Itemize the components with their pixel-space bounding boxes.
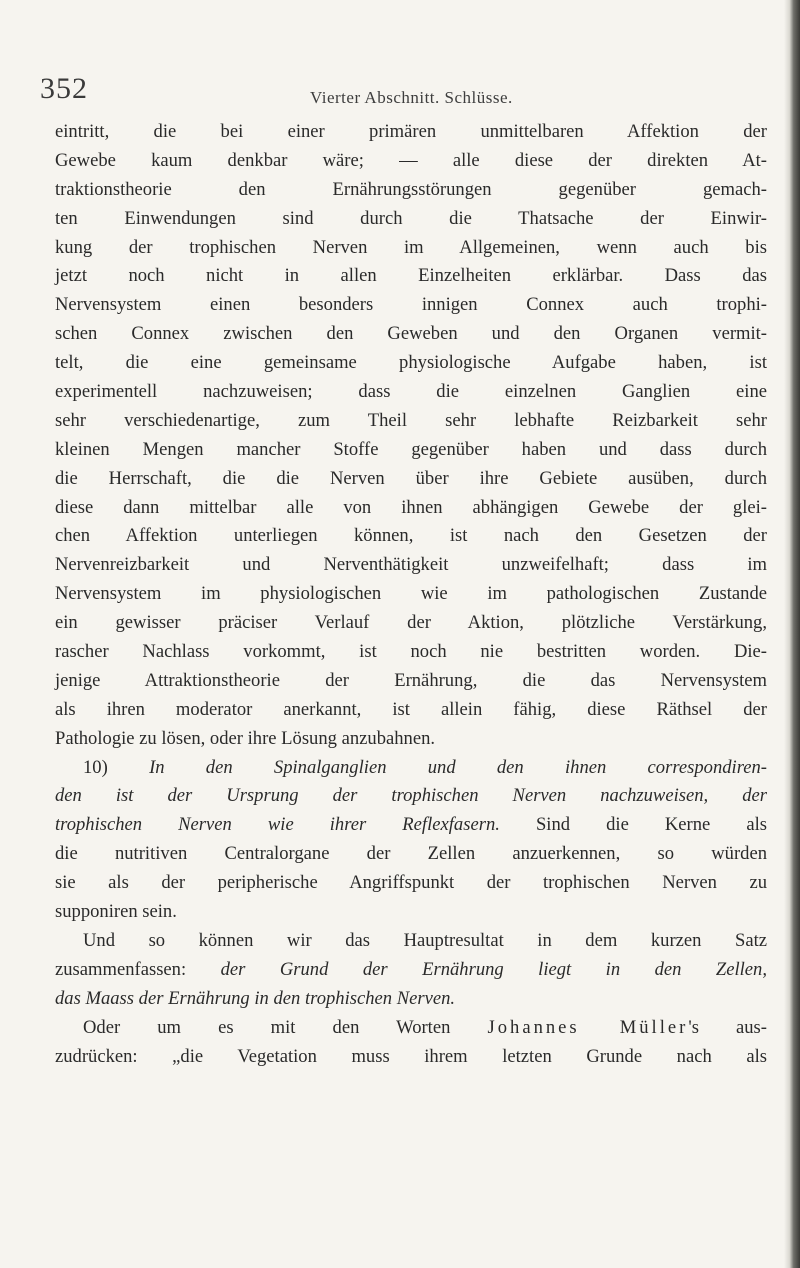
text-line: eintritt, die bei einer primären unmittelbaren Affektion der (55, 121, 767, 142)
text-fragment: zusammenfassen: (55, 958, 221, 980)
text-fragment: 's aus- (688, 1016, 767, 1038)
italic-conclusion: der Grund der Ernährung liegt in den Zellen, (220, 958, 767, 980)
italic-conclusion: das Maass der Ernährung in den trophischen Nerven. (55, 987, 456, 1009)
italic-thesis: In den Spinalganglien und den ihnen correspondiren- (149, 756, 768, 778)
text-line: Gewebe kaum denkbar wäre; — alle diese der direkten At- (55, 149, 767, 171)
text-line: die Herrschaft, die die Nerven über ihre Gebiete ausüben, durch (55, 467, 767, 489)
text-fragment: Sind die Kerne als (499, 814, 767, 836)
author-name: Johannes Müller (487, 1016, 689, 1038)
italic-thesis: trophischen Nerven wie ihrer Reflexfasern. (55, 814, 500, 836)
page-number: 352 (40, 72, 88, 105)
text-line: experimentell nachzuweisen; dass die einzelnen Ganglien eine (55, 381, 767, 403)
section-10-line: supponiren sein. (55, 901, 177, 923)
text-line: Pathologie zu lösen, oder ihre Lösung anzubahnen. (55, 727, 436, 749)
text-line: jenige Attraktionstheorie der Ernährung, die das Nervensystem (55, 669, 767, 691)
section-10-line: sie als der peripherische Angriffspunkt der trophischen Nerven zu (55, 872, 767, 894)
text-line: diese dann mittelbar alle von ihnen abhängigen Gewebe der glei- (55, 496, 767, 518)
text-line: kleinen Mengen mancher Stoffe gegenüber haben und dass durch (55, 438, 767, 460)
conclusion-line (55, 956, 767, 985)
conclusion-line: zudrücken: „die Vegetation muss ihrem letzten Grunde nach als (55, 1045, 767, 1067)
italic-thesis: den ist der Ursprung der trophischen Nerven nachzuweisen, der (55, 785, 767, 807)
text-line: jetzt noch nicht in allen Einzelheiten erklärbar. Dass das (55, 265, 767, 287)
text-line: sehr verschiedenartige, zum Theil sehr lebhafte Reizbarkeit sehr (55, 409, 767, 431)
text-fragment: Oder um es mit den Worten (83, 1016, 488, 1038)
conclusion-line (55, 1014, 767, 1043)
page-edge-shadow (784, 0, 800, 1268)
text-line: traktionstheorie den Ernährungsstörungen gegenüber gemach- (55, 178, 767, 200)
conclusion-line (55, 985, 767, 1014)
text-line: telt, die eine gemeinsame physiologische Aufgabe haben, ist (55, 352, 767, 374)
section-10-line (55, 754, 767, 783)
text-line: ein gewisser präciser Verlauf der Aktion, plötzliche Verstärkung, (55, 612, 767, 634)
text-line: als ihren moderator anerkannt, ist allein fähig, diese Räthsel der (55, 698, 767, 720)
section-10-line: die nutritiven Centralorgane der Zellen anzuerkennen, so würden (55, 843, 767, 865)
text-line: schen Connex zwischen den Geweben und den Organen vermit- (55, 323, 767, 345)
text-line: kung der trophischen Nerven im Allgemeinen, wenn auch bis (55, 236, 767, 258)
section-number: 10) (83, 756, 108, 778)
text-line: chen Affektion unterliegen können, ist nach den Gesetzen der (55, 525, 767, 547)
text-line: ten Einwendungen sind durch die Thatsache der Einwir- (55, 207, 767, 229)
text-line: Nervenreizbarkeit und Nerventhätigkeit unzweifelhaft; dass im (55, 554, 767, 576)
body-text (55, 118, 767, 1071)
section-10-line (55, 811, 767, 840)
text-line: Nervensystem einen besonders innigen Connex auch trophi- (55, 294, 767, 316)
text-line: Nervensystem im physiologischen wie im pathologischen Zustande (55, 583, 767, 605)
running-head: Vierter Abschnitt. Schlüsse. (310, 88, 513, 107)
conclusion-line: Und so können wir das Hauptresultat in dem kurzen Satz (83, 929, 767, 951)
section-10-line (55, 782, 767, 811)
text-line: rascher Nachlass vorkommt, ist noch nie bestritten worden. Die- (55, 641, 767, 663)
